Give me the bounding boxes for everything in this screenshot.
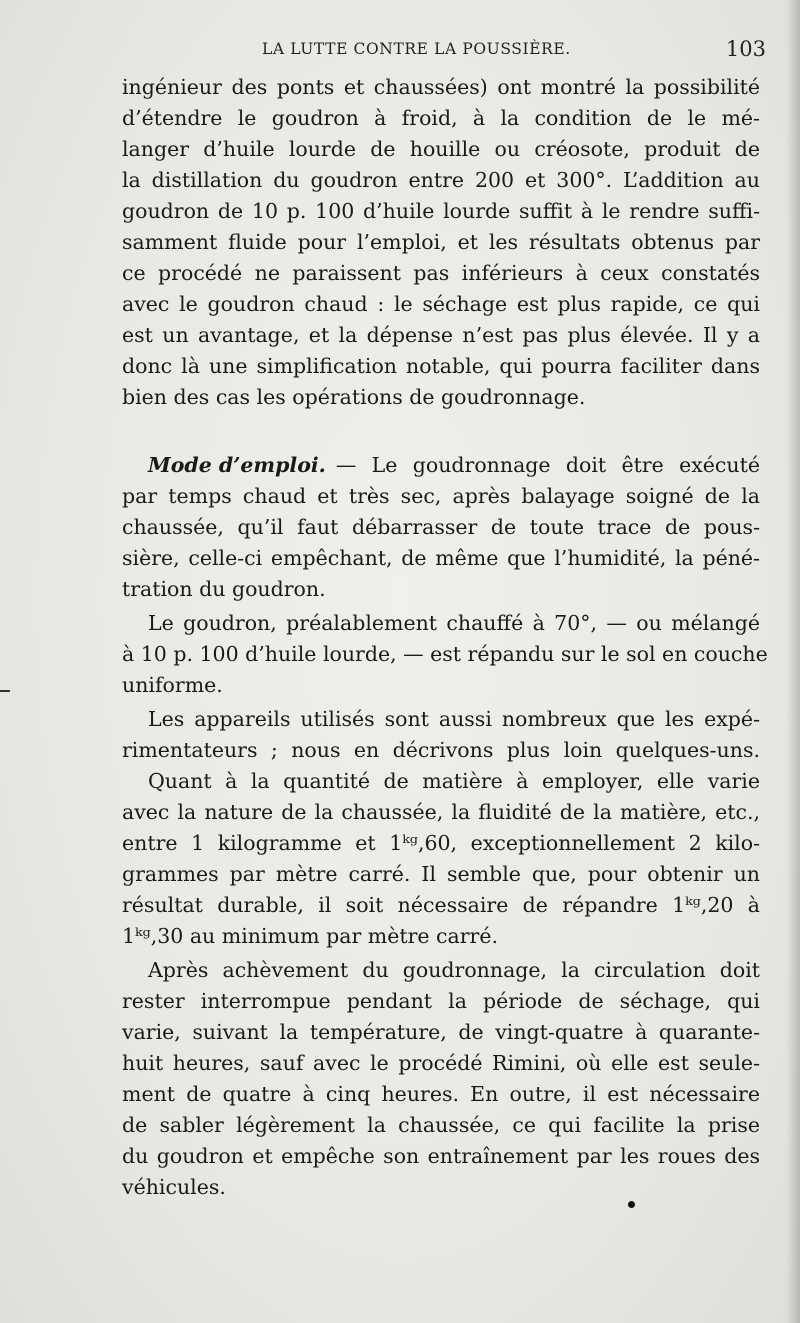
text-line: huit heures, sauf avec le procédé Rimini, où elle est seule-: [122, 1051, 760, 1075]
text-line: Les appareils utilisés sont aussi nombreux que les expé-: [148, 707, 760, 731]
text-line: donc là une simplification notable, qui pourra faciliter dans: [122, 354, 760, 378]
text-line: résultat durable, il soit nécessaire de répandre 1ᵏᵍ,20 à: [122, 893, 760, 917]
text-line: varie, suivant la température, de vingt-quatre à quarante-: [122, 1020, 760, 1044]
text-line: rimentateurs ; nous en décrivons plus loin quelques-uns.: [122, 738, 760, 762]
text-line: rester interrompue pendant la période de séchage, qui: [122, 989, 760, 1013]
text-line: — Le goudronnage doit être exécuté: [335, 453, 760, 477]
text-line: bien des cas les opérations de goudronnage.: [122, 385, 586, 409]
text-line: ce procédé ne paraissent pas inférieurs à ceux constatés: [122, 261, 760, 285]
section-first-line: [148, 450, 760, 481]
text-line: 1ᵏᵍ,30 au minimum par mètre carré.: [122, 924, 498, 948]
running-title: LA LUTTE CONTRE LA POUSSIÈRE.: [262, 40, 571, 58]
text-line: uniforme.: [122, 673, 223, 697]
text-line: est un avantage, et la dépense n’est pas plus élevée. Il y a: [122, 323, 760, 347]
section-lead: Mode d’emploi.: [148, 453, 326, 477]
text-line: à 10 p. 100 d’huile lourde, — est répandu sur le sol en couche: [122, 642, 768, 666]
text-line: Quant à la quantité de matière à employer, elle varie: [148, 769, 760, 793]
text-line: ingénieur des ponts et chaussées) ont montré la possibilité: [122, 75, 760, 99]
page-number: 103: [725, 37, 766, 61]
text-line: la distillation du goudron entre 200 et 300°. L’addition au: [122, 168, 760, 192]
margin-mark: [0, 690, 10, 692]
text-line: sière, celle-ci empêchant, de même que l’humidité, la péné-: [122, 546, 760, 570]
text-line: Le goudron, préalablement chauffé à 70°, — ou mélangé: [148, 611, 760, 635]
text-line: grammes par mètre carré. Il semble que, pour obtenir un: [122, 862, 760, 886]
text-line: avec la nature de la chaussée, la fluidité de la matière, etc.,: [122, 800, 760, 824]
text-line: tration du goudron.: [122, 577, 326, 601]
text-line: Après achèvement du goudronnage, la circulation doit: [148, 958, 760, 982]
text-line: goudron de 10 p. 100 d’huile lourde suffit à le rendre suffi-: [122, 199, 760, 223]
page-gutter-shadow: [786, 0, 800, 1323]
text-line: samment fluide pour l’emploi, et les résultats obtenus par: [122, 230, 760, 254]
text-line: chaussée, qu’il faut débarrasser de toute trace de pous-: [122, 515, 760, 539]
text-line: avec le goudron chaud : le séchage est plus rapide, ce qui: [122, 292, 760, 316]
text-line: langer d’huile lourde de houille ou créosote, produit de: [122, 137, 760, 161]
page-header: [262, 38, 766, 64]
text-line: par temps chaud et très sec, après balayage soigné de la: [122, 484, 760, 508]
text-line: ment de quatre à cinq heures. En outre, il est nécessaire: [122, 1082, 760, 1106]
text-line: d’étendre le goudron à froid, à la condition de le mé-: [122, 106, 760, 130]
text-line: du goudron et empêche son entraînement par les roues des: [122, 1144, 760, 1168]
text-line: véhicules.: [122, 1175, 226, 1199]
text-line: de sabler légèrement la chaussée, ce qui facilite la prise: [122, 1113, 760, 1137]
text-line: entre 1 kilogramme et 1ᵏᵍ,60, exceptionnellement 2 kilo-: [122, 831, 760, 855]
print-dot: [628, 1201, 635, 1208]
